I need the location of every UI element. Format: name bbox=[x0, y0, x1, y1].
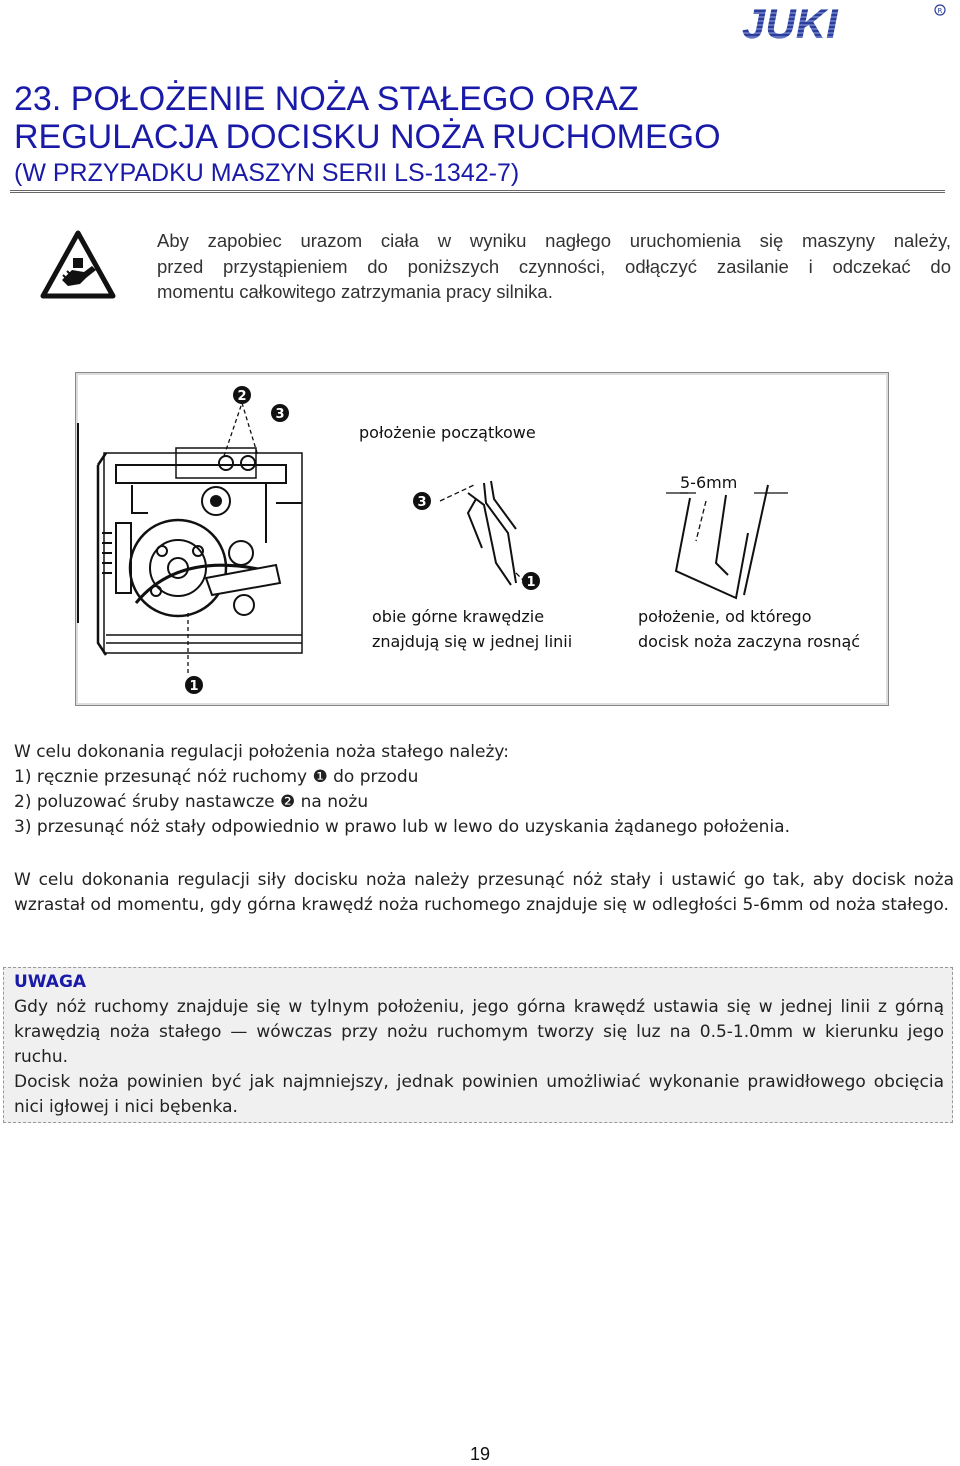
juki-logo bbox=[738, 2, 948, 44]
svg-text:2: 2 bbox=[237, 389, 247, 404]
position-adjustment-steps bbox=[14, 740, 954, 840]
svg-text:3: 3 bbox=[417, 495, 427, 510]
marker-1 bbox=[185, 676, 203, 694]
label-distance: 5-6mm bbox=[680, 473, 738, 492]
machine-drawing bbox=[78, 403, 302, 673]
svg-text:1: 1 bbox=[189, 679, 199, 694]
warning-line-3: momentu całkowitego zatrzymania pracy silnika. bbox=[157, 281, 553, 302]
section-title bbox=[14, 80, 944, 190]
note-title: UWAGA bbox=[14, 972, 87, 992]
step-3: 3) przesunąć nóż stały odpowiednio w prawo lub w lewo do uzyskania żądanego położenia. bbox=[14, 817, 790, 837]
knife-detail-pressure bbox=[666, 485, 788, 598]
knife-detail-initial bbox=[440, 481, 528, 585]
note-box bbox=[3, 967, 953, 1123]
hand-crush-warning-icon bbox=[40, 230, 116, 300]
title-divider bbox=[10, 190, 945, 193]
svg-text:R: R bbox=[937, 7, 943, 15]
caption-left-2: znajdują się w jednej linii bbox=[372, 632, 573, 651]
page-number: 19 bbox=[469, 1444, 491, 1464]
steps-intro: W celu dokonania regulacji położenia noża stałego należy: bbox=[14, 742, 509, 762]
logo-text: JUKI bbox=[742, 2, 838, 44]
svg-text:1: 1 bbox=[526, 575, 536, 590]
svg-text:3: 3 bbox=[275, 407, 285, 422]
pressure-adjustment-paragraph: W celu dokonania regulacji siły docisku noża należy przesunąć nóż stały i ustawić go tak, aby docisk noża wzrastał od momentu, gdy górna krawędź noża ruchomego znajduje się w odległości 5-6mm od noża stałego. bbox=[14, 870, 954, 915]
caption-right-1: położenie, od którego bbox=[638, 607, 812, 626]
title-line-2: REGULACJA DOCISKU NOŻA RUCHOMEGO bbox=[14, 118, 721, 156]
marker-2 bbox=[233, 386, 251, 404]
marker-3 bbox=[271, 404, 289, 422]
step-1: 1) ręcznie przesunąć nóż ruchomy ❶ do przodu bbox=[14, 767, 419, 787]
caption-left-1: obie górne krawędzie bbox=[372, 607, 545, 626]
title-line-1: 23. POŁOŻENIE NOŻA STAŁEGO ORAZ bbox=[14, 80, 639, 118]
warning-line-2: przed przystąpieniem do poniższych czynności, odłączyć zasilanie i odczekać do bbox=[157, 255, 951, 277]
label-initial-position: położenie początkowe bbox=[359, 423, 536, 442]
warning-text bbox=[157, 228, 951, 305]
knife-adjustment-figure bbox=[75, 372, 889, 706]
note-text-1: Gdy nóż ruchomy znajduje się w tylnym położeniu, jego górna krawędź ustawia się w jednej linii z górną krawędzią noża stałego — wówczas przy nożu ruchomym tworzy się luz na 0.5-1.0mm w kierunku jego ruchu. bbox=[14, 997, 944, 1067]
warning-line-1: Aby zapobiec urazom ciała w wyniku nagłego uruchomienia się maszyny należy, bbox=[157, 230, 951, 251]
note-text-2: Docisk noża powinien być jak najmniejszy, jednak powinien umożliwiać wykonanie prawidłowego obcięcia nici igłowej i nici bębenka. bbox=[14, 1072, 944, 1117]
caption-right-2: docisk noża zaczyna rosnąć bbox=[638, 632, 861, 651]
step-2: 2) poluzować śruby nastawcze ❷ na nożu bbox=[14, 792, 369, 812]
title-line-3: (W PRZYPADKU MASZYN SERII LS-1342-7) bbox=[14, 159, 520, 187]
